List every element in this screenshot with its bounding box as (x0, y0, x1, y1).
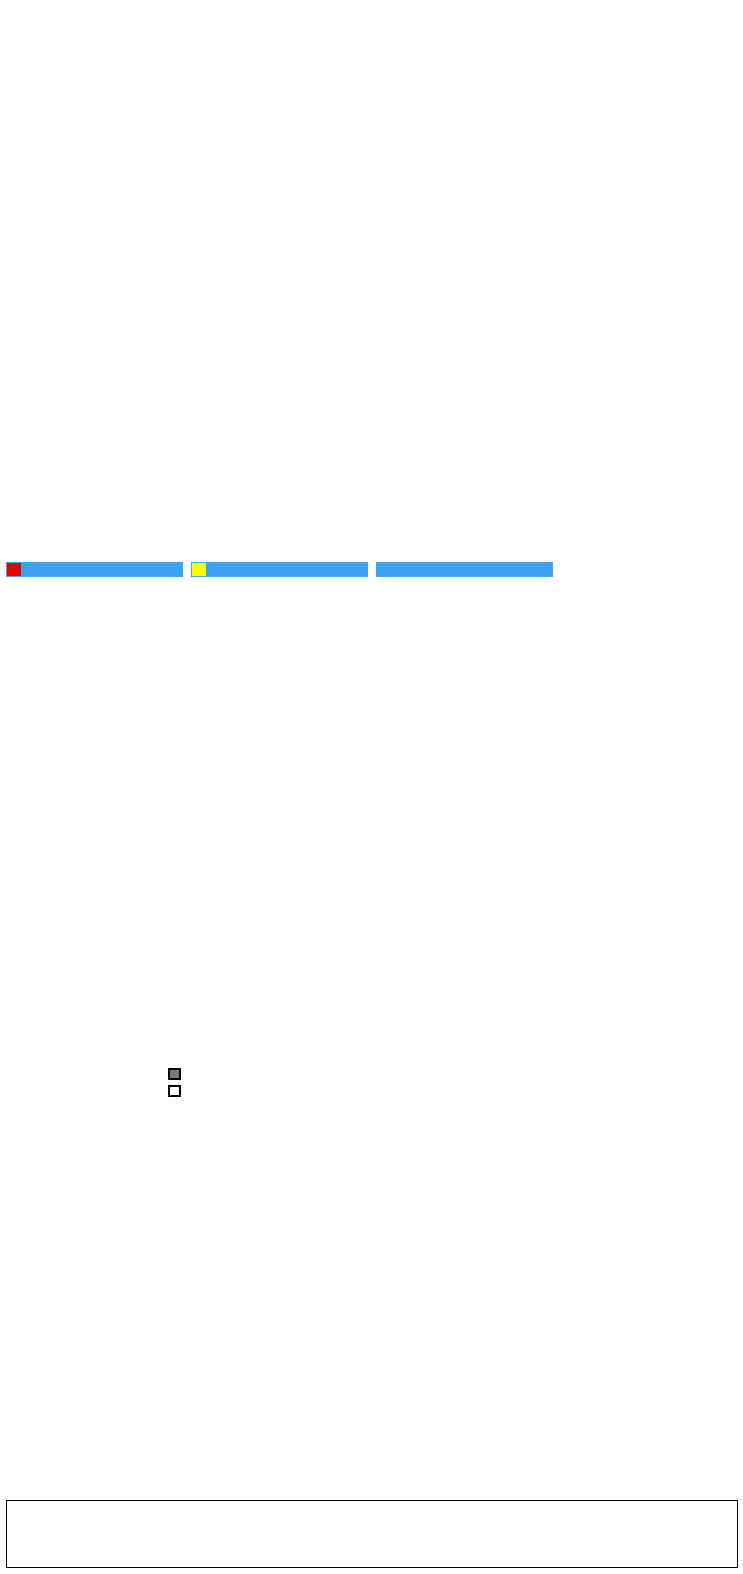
legend-box-square-icon (168, 1085, 181, 1097)
canarias-note (6, 1500, 738, 1568)
legend-autonomic (191, 562, 368, 577)
legend-national (6, 562, 183, 577)
legend-grey-square-icon (168, 1068, 181, 1080)
bottom-legend-national (168, 1068, 190, 1080)
legend-autonomic-swatch (192, 563, 206, 576)
legend-traditional (376, 562, 553, 577)
legend-national-swatch (7, 563, 21, 576)
legend-traditional-swatch (377, 563, 391, 576)
bottom-legend-autonomic (168, 1085, 190, 1097)
top-legend (6, 562, 738, 577)
